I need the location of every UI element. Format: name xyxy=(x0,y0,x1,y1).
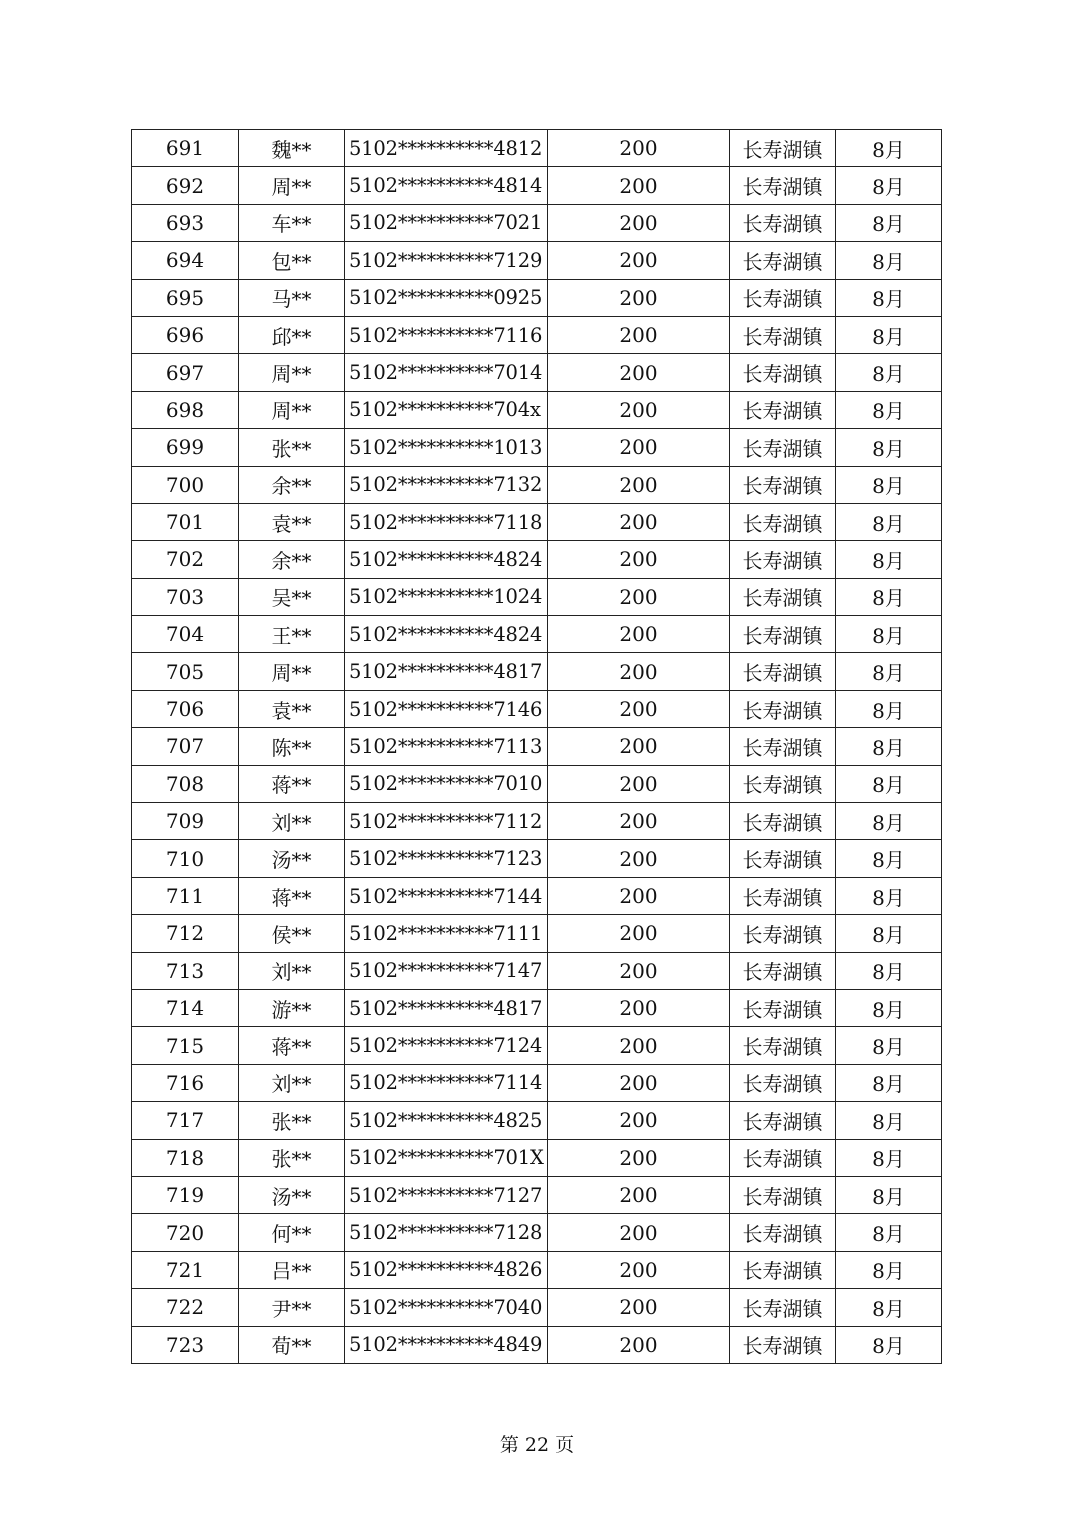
table-row xyxy=(132,1326,942,1363)
cell-name: 吴** xyxy=(239,578,345,615)
cell-id-number: 5102**********7129 xyxy=(345,242,548,279)
cell-serial-number: 707 xyxy=(132,728,239,765)
cell-amount: 200 xyxy=(548,391,730,428)
cell-serial-number: 698 xyxy=(132,391,239,428)
cell-serial-number: 721 xyxy=(132,1251,239,1288)
table-row xyxy=(132,1289,942,1326)
cell-name: 游** xyxy=(239,989,345,1026)
cell-id-number: 5102**********1024 xyxy=(345,578,548,615)
cell-town: 长寿湖镇 xyxy=(730,130,836,167)
cell-serial-number: 717 xyxy=(132,1102,239,1139)
cell-amount: 200 xyxy=(548,578,730,615)
cell-id-number: 5102**********7010 xyxy=(345,765,548,802)
cell-serial-number: 692 xyxy=(132,167,239,204)
cell-id-number: 5102**********7124 xyxy=(345,1027,548,1064)
cell-id-number: 5102**********7128 xyxy=(345,1214,548,1251)
cell-town: 长寿湖镇 xyxy=(730,803,836,840)
cell-id-number: 5102**********7021 xyxy=(345,204,548,241)
cell-month: 8月 xyxy=(836,316,942,353)
cell-serial-number: 693 xyxy=(132,204,239,241)
table-row xyxy=(132,653,942,690)
cell-town: 长寿湖镇 xyxy=(730,204,836,241)
cell-name: 张** xyxy=(239,1139,345,1176)
cell-amount: 200 xyxy=(548,952,730,989)
cell-name: 余** xyxy=(239,466,345,503)
table-row xyxy=(132,1102,942,1139)
cell-town: 长寿湖镇 xyxy=(730,728,836,765)
cell-amount: 200 xyxy=(548,840,730,877)
cell-amount: 200 xyxy=(548,989,730,1026)
table-row xyxy=(132,429,942,466)
cell-serial-number: 699 xyxy=(132,429,239,466)
cell-month: 8月 xyxy=(836,915,942,952)
cell-town: 长寿湖镇 xyxy=(730,167,836,204)
cell-serial-number: 715 xyxy=(132,1027,239,1064)
table-row xyxy=(132,840,942,877)
cell-id-number: 5102**********7144 xyxy=(345,877,548,914)
cell-town: 长寿湖镇 xyxy=(730,429,836,466)
cell-serial-number: 703 xyxy=(132,578,239,615)
cell-amount: 200 xyxy=(548,130,730,167)
cell-id-number: 5102**********4817 xyxy=(345,989,548,1026)
table-row xyxy=(132,354,942,391)
cell-name: 张** xyxy=(239,1102,345,1139)
cell-town: 长寿湖镇 xyxy=(730,952,836,989)
table-row xyxy=(132,915,942,952)
cell-amount: 200 xyxy=(548,1064,730,1101)
cell-id-number: 5102**********7014 xyxy=(345,354,548,391)
cell-serial-number: 718 xyxy=(132,1139,239,1176)
table-row xyxy=(132,167,942,204)
cell-amount: 200 xyxy=(548,1176,730,1213)
cell-id-number: 5102**********7114 xyxy=(345,1064,548,1101)
cell-town: 长寿湖镇 xyxy=(730,541,836,578)
cell-amount: 200 xyxy=(548,690,730,727)
cell-name: 袁** xyxy=(239,503,345,540)
cell-name: 何** xyxy=(239,1214,345,1251)
table-row xyxy=(132,578,942,615)
cell-id-number: 5102**********7116 xyxy=(345,316,548,353)
cell-name: 蒋** xyxy=(239,765,345,802)
table-row xyxy=(132,803,942,840)
cell-id-number: 5102**********7111 xyxy=(345,915,548,952)
cell-name: 邱** xyxy=(239,316,345,353)
cell-town: 长寿湖镇 xyxy=(730,1064,836,1101)
cell-serial-number: 716 xyxy=(132,1064,239,1101)
table-row xyxy=(132,616,942,653)
table-row xyxy=(132,1251,942,1288)
cell-month: 8月 xyxy=(836,989,942,1026)
cell-serial-number: 714 xyxy=(132,989,239,1026)
cell-town: 长寿湖镇 xyxy=(730,1027,836,1064)
table-row xyxy=(132,541,942,578)
cell-amount: 200 xyxy=(548,1326,730,1363)
cell-town: 长寿湖镇 xyxy=(730,279,836,316)
cell-town: 长寿湖镇 xyxy=(730,1251,836,1288)
cell-month: 8月 xyxy=(836,1251,942,1288)
cell-serial-number: 708 xyxy=(132,765,239,802)
cell-name: 魏** xyxy=(239,130,345,167)
cell-serial-number: 723 xyxy=(132,1326,239,1363)
cell-serial-number: 709 xyxy=(132,803,239,840)
cell-month: 8月 xyxy=(836,616,942,653)
cell-name: 汤** xyxy=(239,840,345,877)
cell-amount: 200 xyxy=(548,204,730,241)
cell-month: 8月 xyxy=(836,130,942,167)
table-row xyxy=(132,877,942,914)
cell-serial-number: 710 xyxy=(132,840,239,877)
cell-serial-number: 691 xyxy=(132,130,239,167)
cell-id-number: 5102**********704x xyxy=(345,391,548,428)
cell-name: 陈** xyxy=(239,728,345,765)
cell-name: 周** xyxy=(239,653,345,690)
cell-month: 8月 xyxy=(836,765,942,802)
cell-town: 长寿湖镇 xyxy=(730,989,836,1026)
cell-town: 长寿湖镇 xyxy=(730,1326,836,1363)
cell-name: 张** xyxy=(239,429,345,466)
cell-month: 8月 xyxy=(836,877,942,914)
cell-name: 周** xyxy=(239,354,345,391)
cell-id-number: 5102**********701X xyxy=(345,1139,548,1176)
cell-month: 8月 xyxy=(836,690,942,727)
cell-month: 8月 xyxy=(836,167,942,204)
cell-amount: 200 xyxy=(548,803,730,840)
cell-id-number: 5102**********7118 xyxy=(345,503,548,540)
cell-town: 长寿湖镇 xyxy=(730,1214,836,1251)
cell-town: 长寿湖镇 xyxy=(730,354,836,391)
cell-month: 8月 xyxy=(836,1214,942,1251)
table-row xyxy=(132,952,942,989)
cell-town: 长寿湖镇 xyxy=(730,690,836,727)
cell-id-number: 5102**********7132 xyxy=(345,466,548,503)
cell-id-number: 5102**********7123 xyxy=(345,840,548,877)
cell-name: 王** xyxy=(239,616,345,653)
cell-id-number: 5102**********4812 xyxy=(345,130,548,167)
cell-month: 8月 xyxy=(836,1064,942,1101)
table-row xyxy=(132,989,942,1026)
cell-id-number: 5102**********4814 xyxy=(345,167,548,204)
cell-id-number: 5102**********7146 xyxy=(345,690,548,727)
cell-serial-number: 719 xyxy=(132,1176,239,1213)
table-row xyxy=(132,316,942,353)
cell-name: 余** xyxy=(239,541,345,578)
cell-name: 尹** xyxy=(239,1289,345,1326)
cell-amount: 200 xyxy=(548,466,730,503)
cell-id-number: 5102**********4826 xyxy=(345,1251,548,1288)
cell-town: 长寿湖镇 xyxy=(730,503,836,540)
cell-amount: 200 xyxy=(548,765,730,802)
cell-amount: 200 xyxy=(548,1139,730,1176)
cell-month: 8月 xyxy=(836,728,942,765)
cell-month: 8月 xyxy=(836,429,942,466)
cell-name: 侯** xyxy=(239,915,345,952)
cell-amount: 200 xyxy=(548,653,730,690)
cell-name: 汤** xyxy=(239,1176,345,1213)
cell-town: 长寿湖镇 xyxy=(730,877,836,914)
cell-town: 长寿湖镇 xyxy=(730,653,836,690)
cell-town: 长寿湖镇 xyxy=(730,578,836,615)
cell-month: 8月 xyxy=(836,952,942,989)
cell-amount: 200 xyxy=(548,279,730,316)
cell-month: 8月 xyxy=(836,1289,942,1326)
cell-id-number: 5102**********7147 xyxy=(345,952,548,989)
cell-serial-number: 713 xyxy=(132,952,239,989)
cell-id-number: 5102**********7127 xyxy=(345,1176,548,1213)
cell-id-number: 5102**********4817 xyxy=(345,653,548,690)
cell-serial-number: 704 xyxy=(132,616,239,653)
cell-amount: 200 xyxy=(548,1027,730,1064)
cell-town: 长寿湖镇 xyxy=(730,1176,836,1213)
cell-name: 袁** xyxy=(239,690,345,727)
cell-month: 8月 xyxy=(836,1176,942,1213)
cell-month: 8月 xyxy=(836,803,942,840)
table-row xyxy=(132,279,942,316)
cell-serial-number: 697 xyxy=(132,354,239,391)
cell-month: 8月 xyxy=(836,391,942,428)
cell-serial-number: 720 xyxy=(132,1214,239,1251)
payment-list-table xyxy=(131,129,942,1364)
table-body xyxy=(132,130,942,1364)
cell-town: 长寿湖镇 xyxy=(730,1139,836,1176)
cell-name: 蒋** xyxy=(239,1027,345,1064)
table-row xyxy=(132,503,942,540)
cell-serial-number: 696 xyxy=(132,316,239,353)
cell-name: 刘** xyxy=(239,803,345,840)
cell-month: 8月 xyxy=(836,541,942,578)
cell-month: 8月 xyxy=(836,840,942,877)
cell-serial-number: 695 xyxy=(132,279,239,316)
cell-town: 长寿湖镇 xyxy=(730,765,836,802)
cell-amount: 200 xyxy=(548,503,730,540)
cell-amount: 200 xyxy=(548,1214,730,1251)
cell-amount: 200 xyxy=(548,616,730,653)
cell-id-number: 5102**********4849 xyxy=(345,1326,548,1363)
cell-town: 长寿湖镇 xyxy=(730,616,836,653)
cell-serial-number: 722 xyxy=(132,1289,239,1326)
cell-town: 长寿湖镇 xyxy=(730,391,836,428)
table-row xyxy=(132,1139,942,1176)
cell-serial-number: 706 xyxy=(132,690,239,727)
cell-amount: 200 xyxy=(548,316,730,353)
cell-serial-number: 694 xyxy=(132,242,239,279)
cell-amount: 200 xyxy=(548,429,730,466)
cell-name: 包** xyxy=(239,242,345,279)
cell-name: 荀** xyxy=(239,1326,345,1363)
cell-serial-number: 702 xyxy=(132,541,239,578)
table-row xyxy=(132,391,942,428)
cell-amount: 200 xyxy=(548,167,730,204)
table-row xyxy=(132,242,942,279)
cell-month: 8月 xyxy=(836,1027,942,1064)
cell-town: 长寿湖镇 xyxy=(730,466,836,503)
table-row xyxy=(132,204,942,241)
cell-amount: 200 xyxy=(548,1251,730,1288)
cell-id-number: 5102**********0925 xyxy=(345,279,548,316)
cell-month: 8月 xyxy=(836,1139,942,1176)
cell-month: 8月 xyxy=(836,466,942,503)
table-row xyxy=(132,130,942,167)
table-row xyxy=(132,728,942,765)
cell-id-number: 5102**********7112 xyxy=(345,803,548,840)
cell-name: 周** xyxy=(239,391,345,428)
cell-serial-number: 712 xyxy=(132,915,239,952)
cell-month: 8月 xyxy=(836,578,942,615)
cell-serial-number: 705 xyxy=(132,653,239,690)
cell-town: 长寿湖镇 xyxy=(730,915,836,952)
cell-name: 刘** xyxy=(239,952,345,989)
cell-name: 马** xyxy=(239,279,345,316)
cell-amount: 200 xyxy=(548,877,730,914)
cell-id-number: 5102**********7040 xyxy=(345,1289,548,1326)
table-row xyxy=(132,765,942,802)
cell-amount: 200 xyxy=(548,541,730,578)
cell-id-number: 5102**********4824 xyxy=(345,616,548,653)
table-row xyxy=(132,1214,942,1251)
cell-id-number: 5102**********4824 xyxy=(345,541,548,578)
cell-name: 蒋** xyxy=(239,877,345,914)
cell-month: 8月 xyxy=(836,242,942,279)
cell-amount: 200 xyxy=(548,1289,730,1326)
cell-amount: 200 xyxy=(548,354,730,391)
cell-name: 刘** xyxy=(239,1064,345,1101)
cell-id-number: 5102**********4825 xyxy=(345,1102,548,1139)
table-row xyxy=(132,1176,942,1213)
cell-month: 8月 xyxy=(836,354,942,391)
page-number: 第 22 页 xyxy=(499,1434,575,1456)
cell-amount: 200 xyxy=(548,728,730,765)
cell-name: 周** xyxy=(239,167,345,204)
table-row xyxy=(132,1027,942,1064)
cell-town: 长寿湖镇 xyxy=(730,316,836,353)
cell-town: 长寿湖镇 xyxy=(730,840,836,877)
cell-id-number: 5102**********7113 xyxy=(345,728,548,765)
cell-serial-number: 701 xyxy=(132,503,239,540)
cell-month: 8月 xyxy=(836,653,942,690)
cell-serial-number: 711 xyxy=(132,877,239,914)
cell-month: 8月 xyxy=(836,1102,942,1139)
cell-town: 长寿湖镇 xyxy=(730,1102,836,1139)
cell-serial-number: 700 xyxy=(132,466,239,503)
cell-name: 车** xyxy=(239,204,345,241)
cell-month: 8月 xyxy=(836,503,942,540)
cell-id-number: 5102**********1013 xyxy=(345,429,548,466)
cell-amount: 200 xyxy=(548,242,730,279)
cell-amount: 200 xyxy=(548,915,730,952)
table-row xyxy=(132,466,942,503)
cell-town: 长寿湖镇 xyxy=(730,242,836,279)
table-row xyxy=(132,1064,942,1101)
cell-amount: 200 xyxy=(548,1102,730,1139)
cell-name: 吕** xyxy=(239,1251,345,1288)
cell-town: 长寿湖镇 xyxy=(730,1289,836,1326)
cell-month: 8月 xyxy=(836,1326,942,1363)
cell-month: 8月 xyxy=(836,204,942,241)
table-row xyxy=(132,690,942,727)
cell-month: 8月 xyxy=(836,279,942,316)
